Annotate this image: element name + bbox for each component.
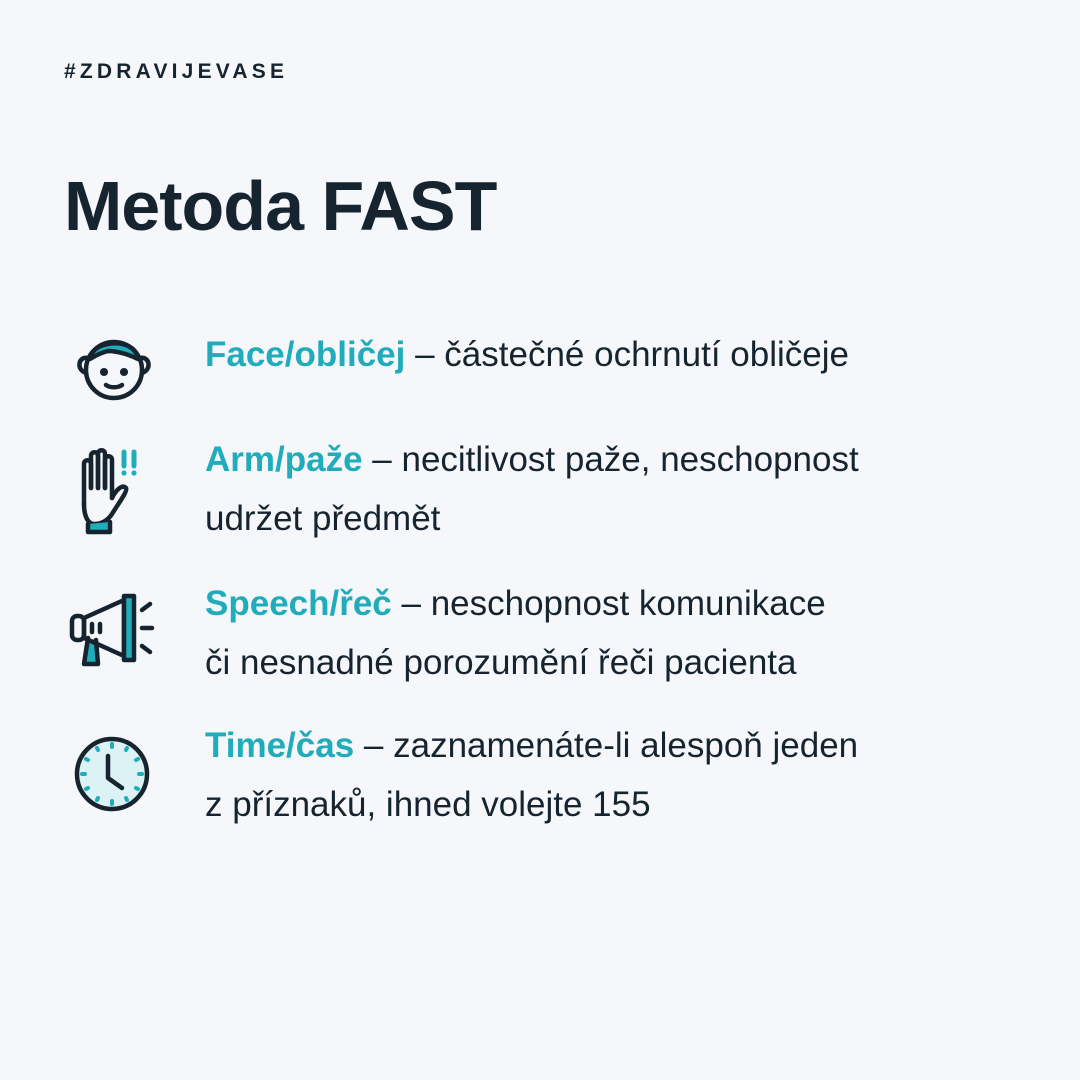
megaphone-icon	[68, 588, 160, 680]
item-term: Time/čas	[205, 726, 355, 765]
raised-hand-icon	[68, 444, 160, 536]
item-description-line2: či nesnadné porozumění řeči pacienta	[205, 643, 797, 682]
page-title: Metoda FAST	[64, 167, 497, 245]
item-term: Speech/řeč	[205, 584, 392, 623]
item-description: – necitlivost paže, neschopnost	[362, 440, 859, 479]
item-description: – zaznamenáte-li alespoň jeden	[354, 726, 859, 765]
item-description: – částečné ochrnutí obličeje	[405, 335, 849, 374]
item-description: – neschopnost komunikace	[391, 584, 826, 623]
clock-icon	[68, 730, 160, 822]
hashtag: #ZDRAVIJEVASE	[64, 60, 289, 83]
face-icon	[68, 325, 160, 417]
item-text	[205, 325, 1025, 384]
item-description-line2: udržet předmět	[205, 499, 441, 538]
item-term: Face/obličej	[205, 335, 406, 374]
item-description-line2: z příznaků, ihned volejte 155	[205, 785, 651, 824]
item-term: Arm/paže	[205, 440, 363, 479]
item-text	[205, 716, 1025, 834]
item-text	[205, 430, 1025, 548]
item-text	[205, 574, 1025, 692]
